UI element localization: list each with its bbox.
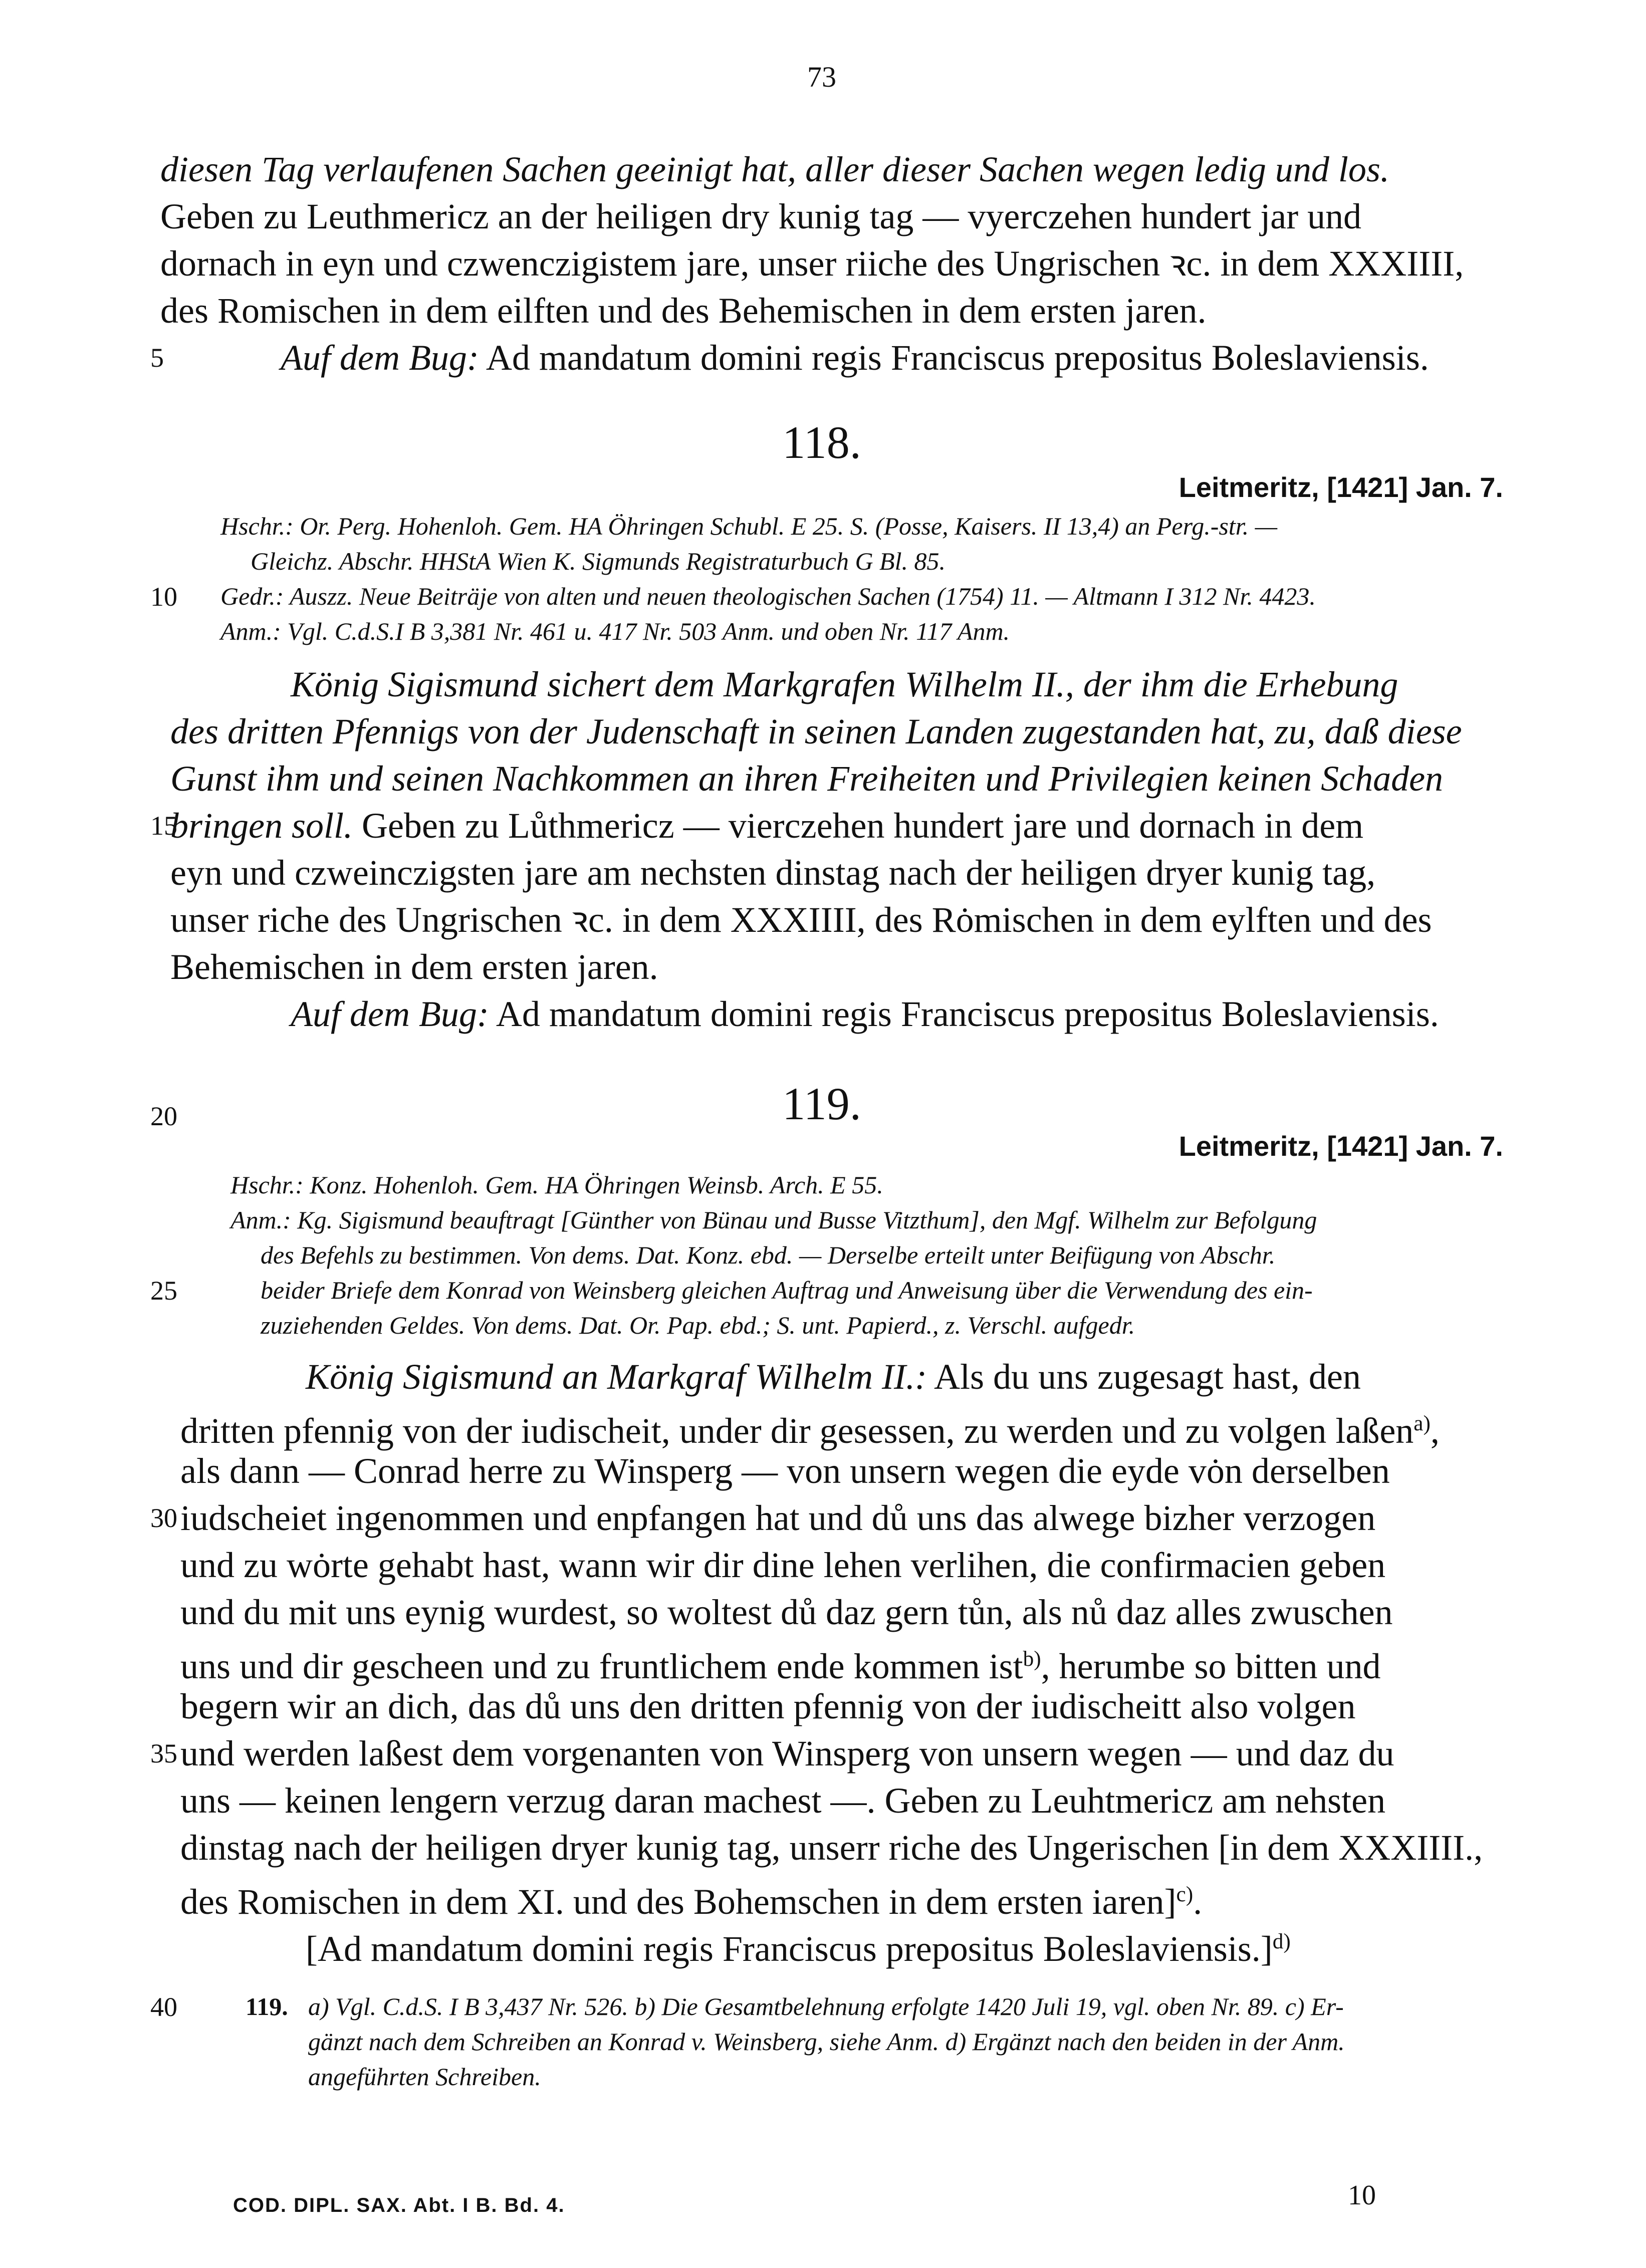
- footnote-label: 119.: [246, 1992, 288, 2021]
- doc-119-note-2: Anm.: Kg. Sigismund beauftragt [Günther von Bünau und Busse Vitzthum], den Mgf. Wilhelm zur Befolgung: [230, 1206, 1317, 1234]
- doc-119-number: 119.: [782, 1078, 861, 1129]
- doc-119-note-5: zuziehenden Geldes. Von dems. Dat. Or. Pap. ebd.; S. unt. Papierd., z. Verschl. aufgedr.: [261, 1311, 1135, 1339]
- page-number: 73: [807, 61, 836, 93]
- doc-119-note-3: des Befehls zu bestimmen. Von dems. Dat. Konz. ebd. — Derselbe erteilt unter Beifügung von Abschr.: [261, 1241, 1276, 1269]
- bug-label: Auf dem Bug:: [281, 338, 479, 378]
- line-number-35: 35: [150, 1738, 177, 1769]
- doc-118-summary-2: des dritten Pfennigs von der Judenschaft in seinen Landen zugestanden hat, zu, daß diese: [170, 711, 1462, 751]
- footnote-ref-a: a): [1414, 1412, 1431, 1435]
- doc-118-note-2: Gleichz. Abschr. HHStA Wien K. Sigmunds Registraturbuch G Bl. 85.: [251, 547, 946, 575]
- footnote-ref-b: b): [1023, 1647, 1041, 1671]
- line-number-10: 10: [150, 582, 177, 612]
- line-number-15: 15: [150, 811, 177, 841]
- doc-118-place-date: Leitmeritz, [1421] Jan. 7.: [1179, 471, 1503, 503]
- doc-118-summary-1: König Sigismund sichert dem Markgrafen Wilhelm II., der ihm die Erhebung: [291, 664, 1398, 704]
- line-number-20: 20: [150, 1101, 177, 1131]
- doc-119-text-line-35: und werden laßest dem vorgenanten von Winsperg von unsern wegen — und daz du: [180, 1733, 1394, 1774]
- line-number-30: 30: [150, 1503, 177, 1533]
- footnote-line-1: a) Vgl. C.d.S. I B 3,437 Nr. 526. b) Die Gesamtbelehnung erfolgte 1420 Juli 19, vgl. oben Nr. 89. c) Er-: [308, 1992, 1344, 2021]
- doc-119-text-line-31: und zu wȯrte gehabt hast, wann wir dir dine lehen verlihen, die confirmacien geben: [180, 1545, 1386, 1585]
- line-end: .: [1193, 1882, 1203, 1922]
- footnote-line-2: gänzt nach dem Schreiben an Konrad v. Weinsberg, siehe Anm. d) Ergänzt nach den beiden in der Anm.: [308, 2028, 1345, 2056]
- summary: König Sigismund an Markgraf Wilhelm II.:: [306, 1357, 927, 1397]
- doc-119-text-line-32: und du mit uns eynig wurdest, so woltest dů daz gern tůn, als nů daz alles zwuschen: [180, 1592, 1393, 1632]
- footnote-ref-d: d): [1272, 1930, 1291, 1953]
- bug-text: Ad mandatum domini regis Franciscus prepositus Boleslaviensis.: [489, 994, 1439, 1034]
- line-text: des Romischen in dem XI. und des Bohemschen in dem ersten iaren]: [180, 1882, 1177, 1922]
- text-line-5: [281, 334, 1429, 382]
- text-line-1: diesen Tag verlaufenen Sachen geeinigt hat, aller dieser Sachen wegen ledig und los.: [160, 149, 1389, 189]
- line-end: , herumbe so bitten und: [1041, 1646, 1381, 1686]
- doc-118-note-4: Anm.: Vgl. C.d.S.I B 3,381 Nr. 461 u. 417 Nr. 503 Anm. und oben Nr. 117 Anm.: [220, 617, 1010, 645]
- text-line-3: dornach in eyn und czwenczigistem jare, unser riiche des Ungrischen ꝛc. in dem XXXIIII,: [160, 243, 1464, 284]
- footnote-line-3: angeführten Schreiben.: [308, 2063, 541, 2091]
- line-number-25: 25: [150, 1276, 177, 1306]
- doc-119-text-line-27: [306, 1353, 1361, 1401]
- line-text: [Ad mandatum domini regis Franciscus prepositus Boleslaviensis.]: [306, 1929, 1273, 1969]
- doc-119-text-line-29: als dann — Conrad herre zu Winsperg — von unsern wegen die eyde vȯn derselben: [180, 1451, 1390, 1491]
- doc-118-text-line-19: [291, 990, 1439, 1038]
- dating-text: Geben zu Lůthmericz — vierczehen hundert jare und dornach in dem: [353, 806, 1364, 846]
- doc-118-text-line-18: Behemischen in dem ersten jaren.: [170, 947, 658, 987]
- doc-118-text-line-15: [170, 802, 1363, 850]
- bug-label: Auf dem Bug:: [291, 994, 489, 1034]
- footnote-ref-c: c): [1176, 1883, 1194, 1906]
- line-end: ,: [1430, 1411, 1440, 1451]
- text-line-4: des Romischen in dem eilften und des Behemischen in dem ersten jaren.: [160, 291, 1207, 331]
- doc-119-place-date: Leitmeritz, [1421] Jan. 7.: [1179, 1130, 1503, 1162]
- doc-118-note-3: Gedr.: Auszz. Neue Beiträje von alten und neuen theologischen Sachen (1754) 11. — Altmann I 312 Nr. 4423.: [220, 582, 1316, 610]
- doc-119-text-line-39: [306, 1918, 1291, 1973]
- line-number-40: 40: [150, 1992, 177, 2022]
- doc-118-number: 118.: [782, 417, 861, 468]
- sheet-number: 10: [1348, 2180, 1376, 2211]
- doc-118-note-1: Hschr.: Or. Perg. Hohenloh. Gem. HA Öhringen Schubl. E 25. S. (Posse, Kaisers. II 13,4) an Perg.-str. —: [220, 512, 1278, 540]
- line-text: dritten pfennig von der iudischeit, under dir gesessen, zu werden und zu volgen laßen: [180, 1411, 1414, 1451]
- letter-text: Als du uns zugesagt hast, den: [926, 1357, 1361, 1397]
- bug-text: Ad mandatum domini regis Franciscus prepositus Boleslaviensis.: [479, 338, 1429, 378]
- line-number-5: 5: [150, 343, 164, 373]
- doc-118-summary-3: Gunst ihm und seinen Nachkommen an ihren Freiheiten und Privilegien keinen Schaden: [170, 759, 1444, 799]
- doc-118-text-line-16: eyn und czweinczigsten jare am nechsten dinstag nach der heiligen dryer kunig tag,: [170, 853, 1376, 893]
- doc-118-text-line-17: unser riche des Ungrischen ꝛc. in dem XXXIIII, des Rȯmischen in dem eylften und des: [170, 900, 1432, 940]
- volume-signature: COD. DIPL. SAX. Abt. I B. Bd. 4.: [233, 2194, 565, 2216]
- doc-119-text-line-37: dinstag nach der heiligen dryer kunig tag, unserr riche des Ungerischen [in dem XXXIIII.,: [180, 1828, 1483, 1868]
- doc-119-text-line-36: uns — keinen lengern verzug daran machest —. Geben zu Leuhtmericz am nehsten: [180, 1781, 1386, 1821]
- doc-119-note-4: beider Briefe dem Konrad von Weinsberg gleichen Auftrag und Anweisung über die Verwendung des ein-: [261, 1276, 1313, 1304]
- doc-119-text-line-34: begern wir an dich, das dů uns den dritten pfennig von der iudischeitt also volgen: [180, 1686, 1356, 1726]
- doc-119-text-line-30: iudscheiet ingenommen und enpfangen hat und dů uns das alwege bizher verzogen: [180, 1498, 1376, 1538]
- line-text: uns und dir gescheen und zu fruntlichem ende kommen ist: [180, 1646, 1023, 1686]
- doc-119-note-1: Hschr.: Konz. Hohenloh. Gem. HA Öhringen Weinsb. Arch. E 55.: [230, 1171, 883, 1199]
- text-line-2: Geben zu Leuthmericz an der heiligen dry kunig tag — vyerczehen hundert jar und: [160, 196, 1362, 236]
- summary-end: bringen soll.: [170, 806, 353, 846]
